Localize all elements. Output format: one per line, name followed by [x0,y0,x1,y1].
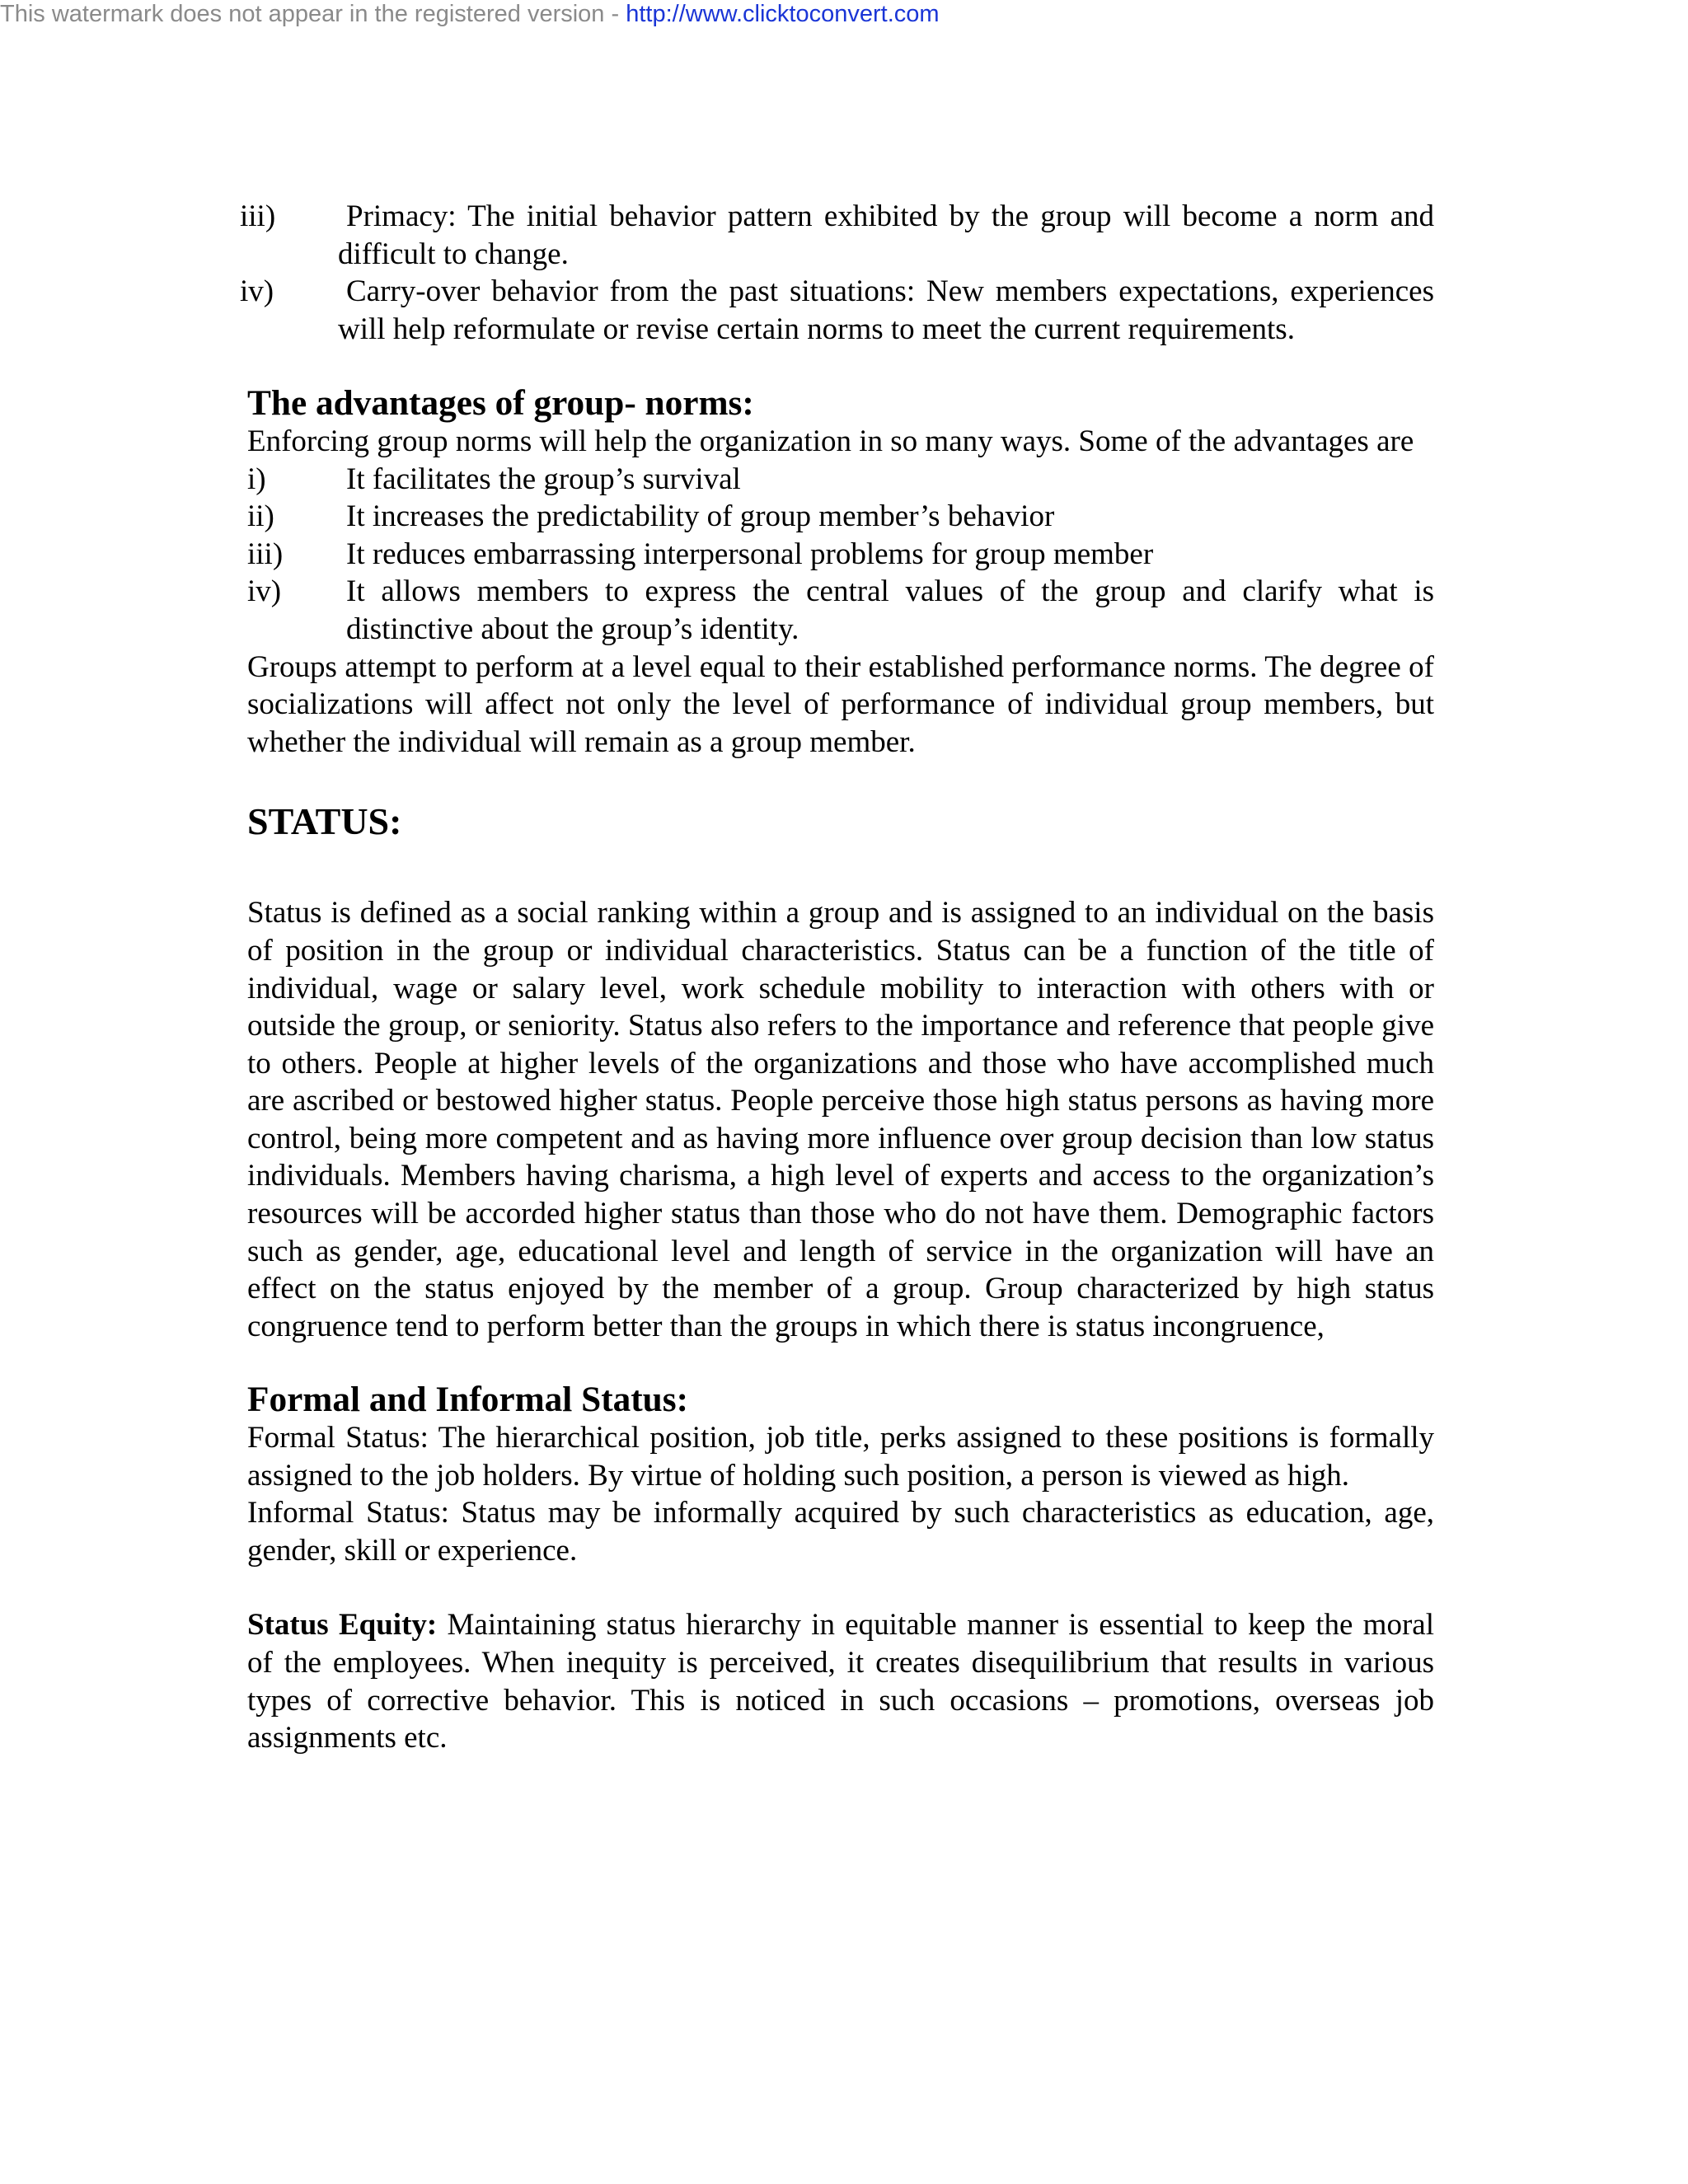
list-item-text: It facilitates the group’s survival [346,462,741,496]
status-heading: STATUS: [247,800,402,843]
list-item-number: iv) [247,574,282,609]
status-equity-text: Maintaining status hierarchy in equitable manner is essential to keep the moral of the employees. When inequity is perceived, it creates disequilibrium that results in various types of corrective behavior. This is noticed in such occasions – promotions, overseas job assignments etc. [247,1608,1434,1755]
list-item-text: It allows members to express the central values of the group and clarify what is distinctive about the group’s identity. [346,574,1434,646]
list-item [247,573,1434,648]
list-item-number: i) [247,462,266,496]
advantages-closing-paragraph: Groups attempt to perform at a level equal to their established performance norms. The degree of socializations will affect not only the level of performance of individual group members, but whether the individual will remain as a group member. [247,649,1434,759]
advantages-list [247,461,1434,649]
list-item [240,273,1434,348]
formal-status-paragraph: Formal Status: The hierarchical position, job title, perks assigned to these positions is formally assigned to the job holders. By virtue of holding such position, a person is viewed as high. [247,1421,1434,1493]
list-item [240,198,1434,273]
status-equity-label: Status Equity: [247,1608,438,1643]
formal-informal-heading: Formal and Informal Status: [247,1380,689,1420]
list-item-text: Primacy: The initial behavior pattern exhibited by the group will become a norm and difficult to change. [338,199,1434,271]
watermark-text: This watermark does not appear in the registered version - [0,1,626,27]
watermark-link[interactable]: http://www.clicktoconvert.com [626,1,940,27]
advantages-intro: Enforcing group norms will help the organization in so many ways. Some of the advantages are [247,424,1414,458]
list-item [247,536,1434,574]
watermark-banner [0,0,940,28]
status-paragraph: Status is defined as a social ranking within a group and is assigned to an individual on the basis of position in the group or individual characteristics. Status can be a function of the title of individual, wage or salary level, work schedule mobility to interaction with others with or outside the group, or seniority. Status also refers to the importance and reference that people give to others. People at higher levels of the organizations and those who have accomplished much are ascribed or bestowed higher status. People perceive those high status persons as having more control, being more competent and as having more influence over group decision than low status individuals. Members having charisma, a high level of experts and access to the organization’s resources will be accorded higher status than those who do not have them. Demographic factors such as gender, age, educational level and length of service in the organization will have an effect on the status enjoyed by the member of a group. Group characterized by high status congruence tend to perform better than the groups in which there is status incongruence, [247,896,1434,1343]
list-item-number: iii) [240,199,276,233]
informal-status-paragraph: Informal Status: Status may be informally acquired by such characteristics as education, age, gender, skill or experience. [247,1496,1434,1568]
list-item [247,498,1434,536]
list-item-number: iii) [247,537,284,571]
list-item-text: Carry-over behavior from the past situations: New members expectations, experiences will help reformulate or revise certain norms to meet the current requirements. [338,274,1434,346]
list-item-text: It reduces embarrassing interpersonal problems for group member [346,537,1154,571]
list-item-text: It increases the predictability of group member’s behavior [346,499,1055,534]
advantages-heading: The advantages of group- norms: [247,383,754,424]
list-item [247,461,1434,499]
list-item-number: ii) [247,499,274,534]
document-page [240,198,1434,1757]
status-equity-paragraph [247,1606,1434,1756]
norm-formation-list [240,198,1434,348]
list-item-number: iv) [240,274,274,309]
